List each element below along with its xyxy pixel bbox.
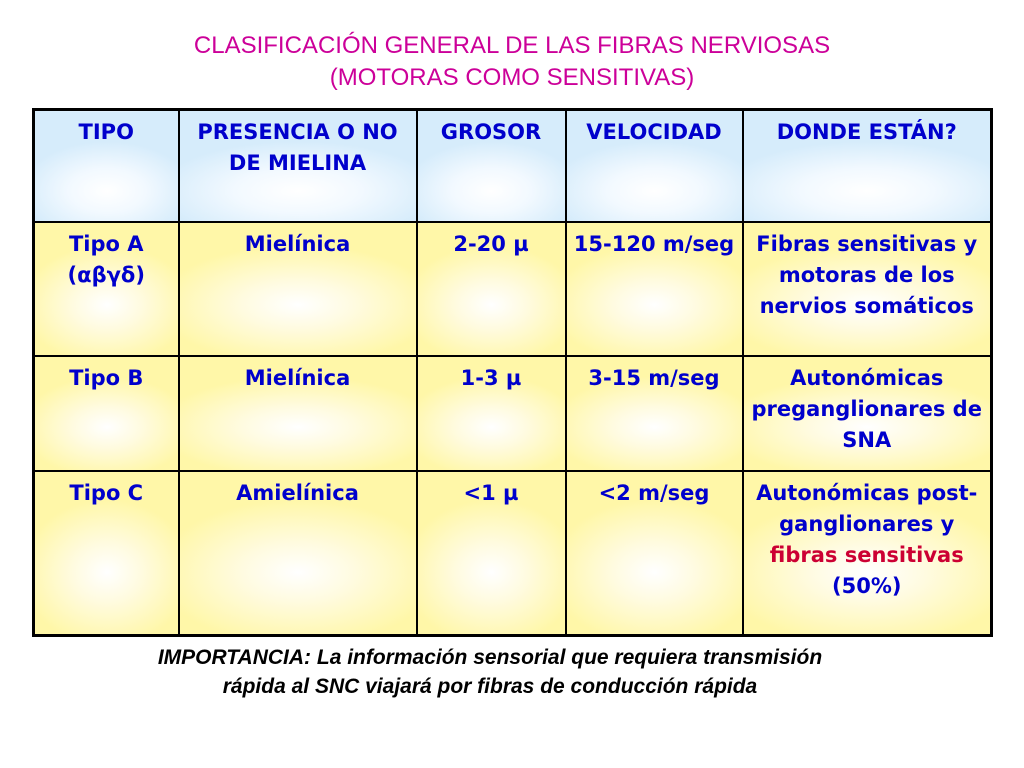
cell-grosor: 2-20 µ	[417, 222, 566, 356]
cell-tipo: Tipo B	[34, 356, 179, 471]
importance-line-1: IMPORTANCIA: La información sensorial que requiera transmisión	[157, 646, 823, 669]
cell-mielina: Mielínica	[179, 222, 417, 356]
table-header-row	[34, 110, 992, 223]
cell-tipo: Tipo C	[34, 471, 179, 636]
cell-grosor: 1-3 µ	[417, 356, 566, 471]
header-grosor: GROSOR	[417, 110, 566, 223]
cell-tipo: Tipo A (αβγδ)	[34, 222, 179, 356]
importance-line-2: rápida al SNC viajará por fibras de conducción rápida	[222, 675, 758, 698]
header-tipo: TIPO	[34, 110, 179, 223]
cell-mielina: Mielínica	[179, 356, 417, 471]
cell-velocidad: 15-120 m/seg	[566, 222, 743, 356]
table-row	[34, 222, 992, 356]
cell-donde: Autonómicas preganglionares de SNA	[743, 356, 992, 471]
cell-velocidad: <2 m/seg	[566, 471, 743, 636]
cell-donde	[743, 471, 992, 636]
table-row	[34, 471, 992, 636]
cell-velocidad: 3-15 m/seg	[566, 356, 743, 471]
header-mielina: PRESENCIA O NO DE MIELINA	[179, 110, 417, 223]
table-row	[34, 356, 992, 471]
importance-note	[0, 643, 980, 701]
title-line-1: CLASIFICACIÓN GENERAL DE LAS FIBRAS NERVIOSAS	[193, 32, 831, 59]
header-donde: DONDE ESTÁN?	[743, 110, 992, 223]
header-velocidad: VELOCIDAD	[566, 110, 743, 223]
donde-text: Autonómicas post-ganglionares y	[756, 481, 978, 536]
slide-title	[0, 30, 1024, 94]
cell-grosor: <1 µ	[417, 471, 566, 636]
cell-mielina: Amielínica	[179, 471, 417, 636]
cell-donde: Fibras sensitivas y motoras de los nervios somáticos	[743, 222, 992, 356]
donde-highlight: fibras sensitivas	[769, 543, 964, 567]
title-line-2: (MOTORAS COMO SENSITIVAS)	[329, 64, 695, 91]
fiber-classification-table	[32, 108, 993, 637]
donde-tail: (50%)	[832, 574, 902, 598]
